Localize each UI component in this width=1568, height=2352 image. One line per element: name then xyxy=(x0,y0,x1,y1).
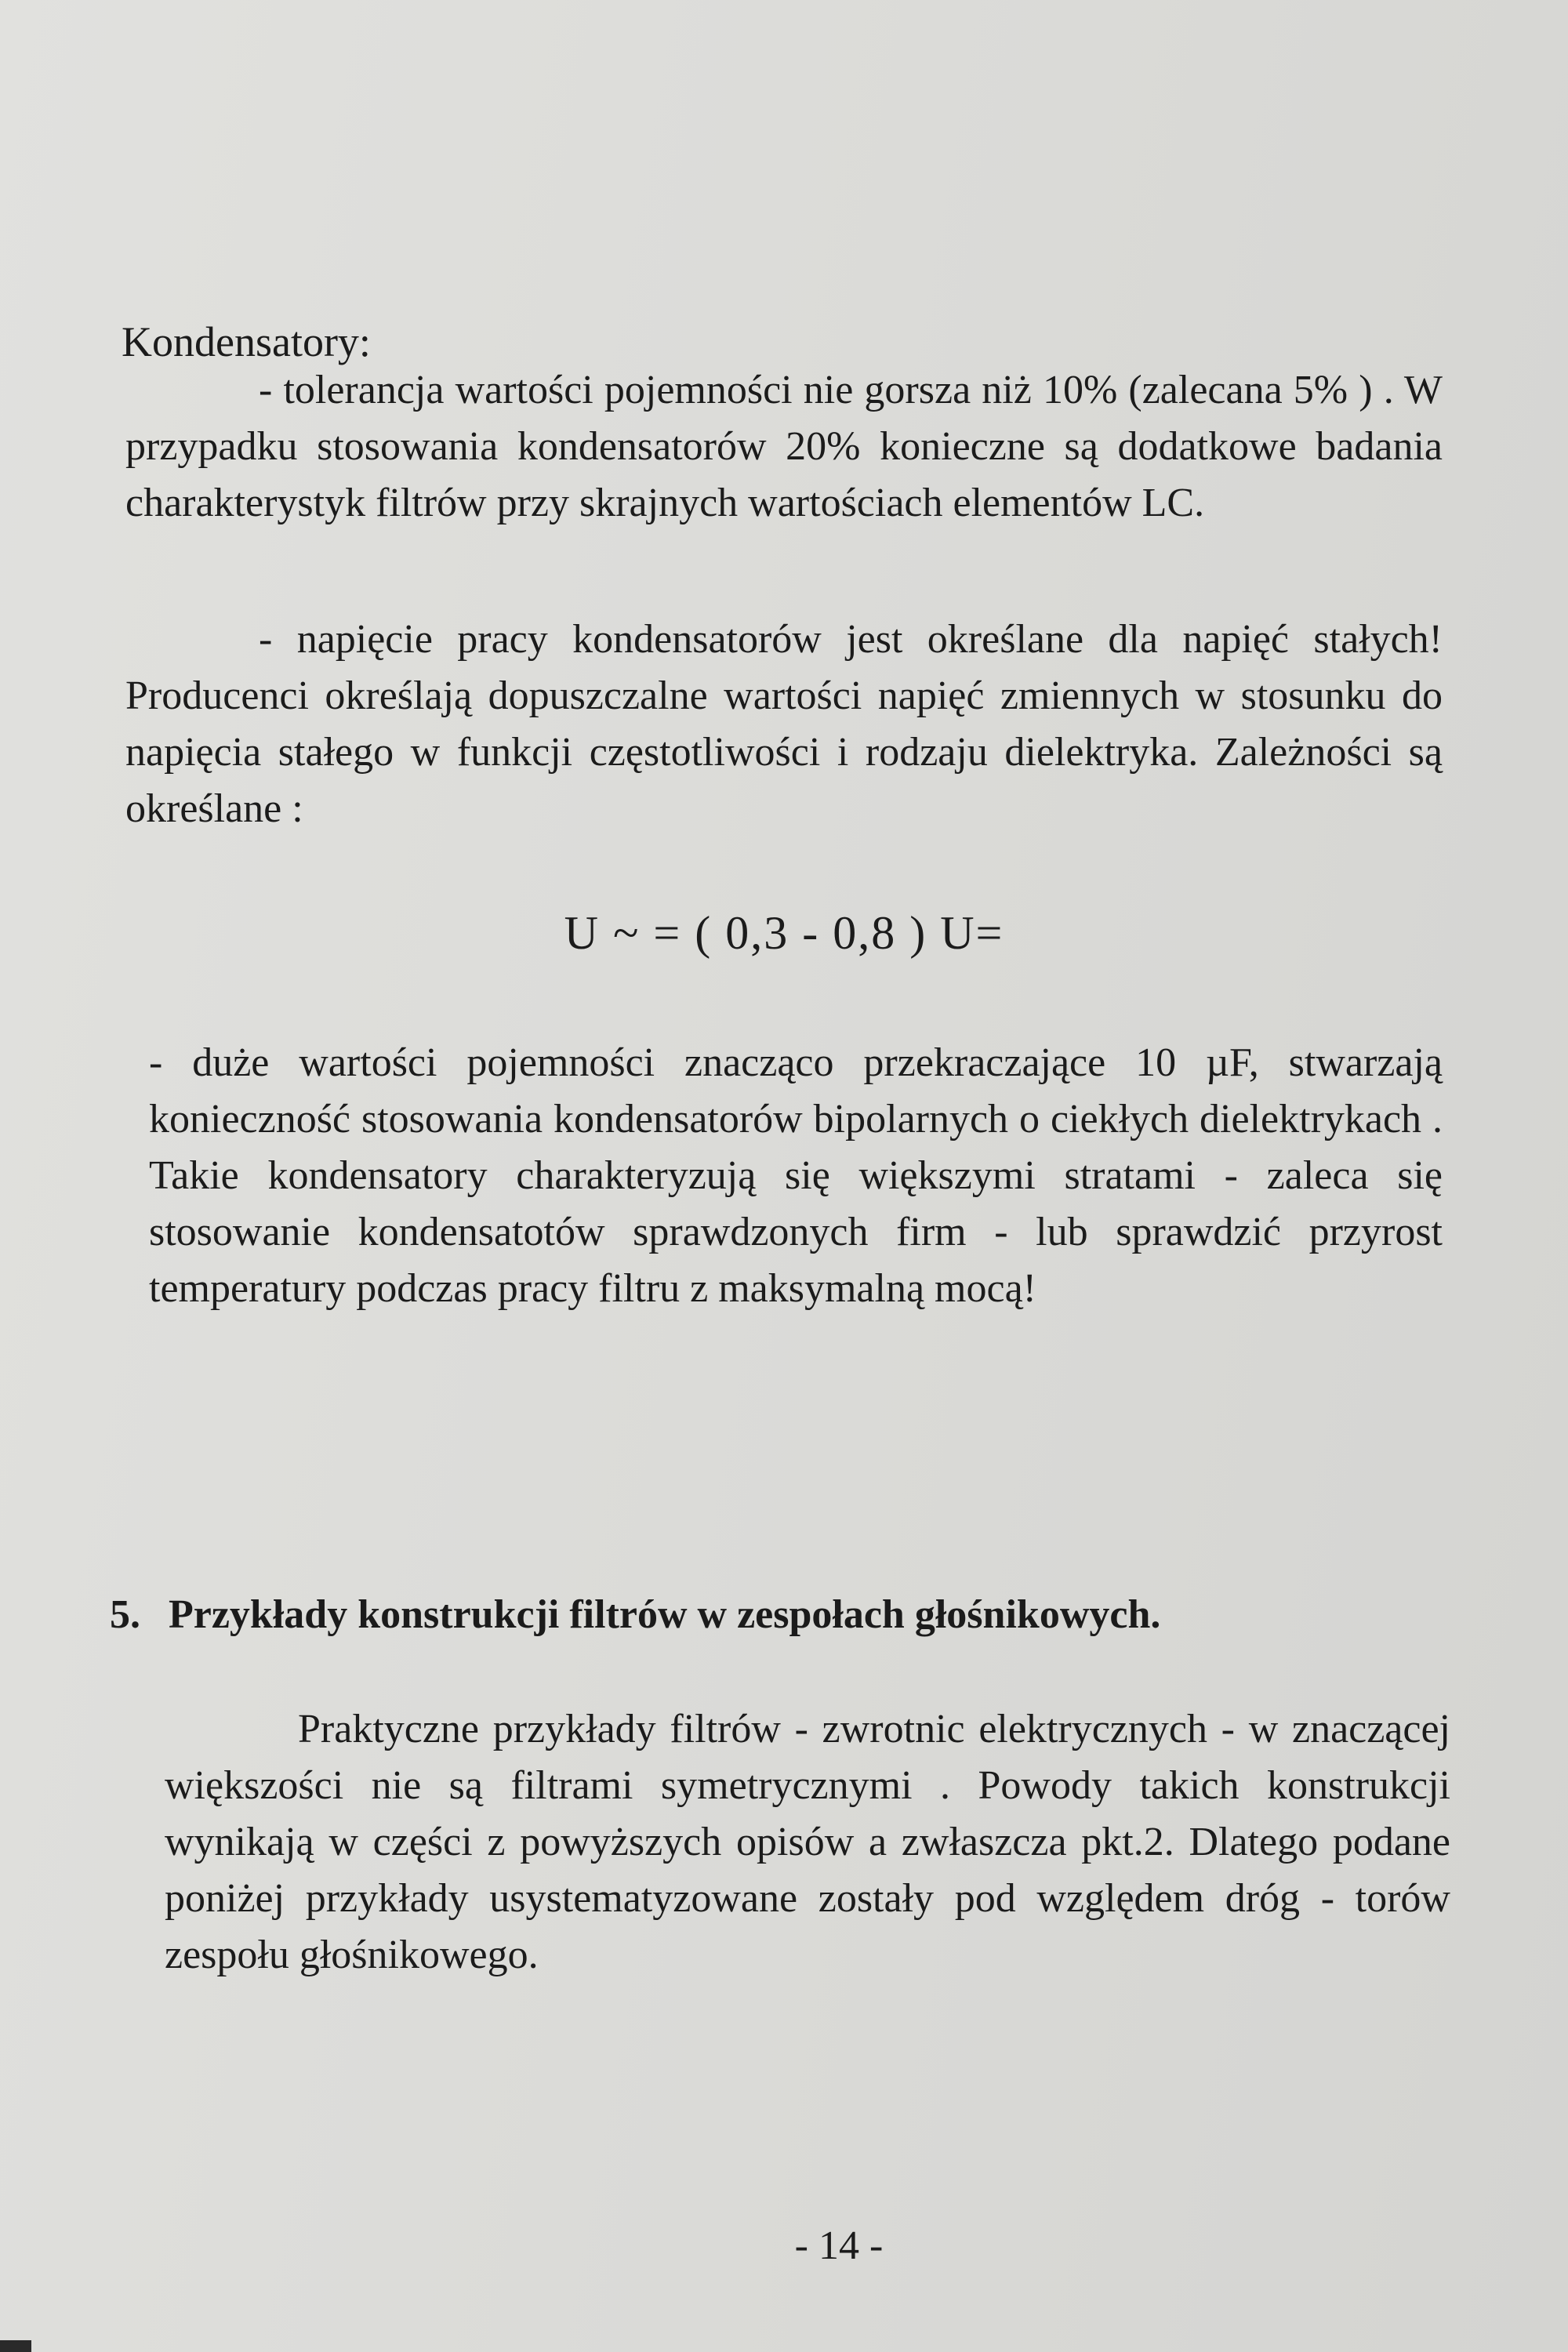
voltage-formula: U ~ = ( 0,3 - 0,8 ) U= xyxy=(564,907,1004,959)
section-title: Przykłady konstrukcji filtrów w zespołach głośnikowych. xyxy=(169,1592,1161,1637)
section-5-text: Praktyczne przykłady filtrów - zwrotnic elektrycznych - w znaczącej większości nie są filtrami symetrycznymi . Powody takich konstrukcji wynikają w części z powyższych opisów a zwłaszcza pkt.2. Dlatego podane poniżej przykłady usystematyzowane zostały pod względem dróg - torów zespołu głośnikowego. xyxy=(165,1707,1450,1977)
tolerance-paragraph xyxy=(125,362,1443,532)
kondensatory-heading: Kondensatory: xyxy=(122,318,371,365)
voltage-text: - napięcie pracy kondensatorów jest określane dla napięć stałych! Producenci określają dopuszczalne wartości napięć zmiennych w stosunku do napięcia stałego w funkcji częstotliwości i rodzaju dielektryka. Zależności są określane : xyxy=(125,617,1443,831)
capacitance-paragraph xyxy=(149,1035,1443,1317)
page-edge-shadow xyxy=(0,2340,31,2352)
capacitance-text: - duże wartości pojemności znacząco przekraczające 10 µF, stwarzają konieczność stosowania kondensatorów bipolarnych o ciekłych dielektrykach . Takie kondensatory charakteryzują się większymi stratami - zaleca się stosowanie kondensatotów sprawdzonych firm - lub sprawdzić przyrost temperatury podczas pracy filtru z maksymalną mocą! xyxy=(149,1040,1443,1311)
page-number: - 14 - xyxy=(794,2223,884,2268)
voltage-paragraph xyxy=(125,612,1443,837)
section-5-paragraph xyxy=(165,1701,1450,1984)
tolerance-text: - tolerancja wartości pojemności nie gorsza niż 10% (zalecana 5% ) . W przypadku stosowania kondensatorów 20% konieczne są dodatkowe badania charakterystyk filtrów przy skrajnych wartościach elementów LC. xyxy=(125,368,1443,525)
section-number: 5. xyxy=(110,1592,140,1637)
section-5-heading xyxy=(110,1588,1160,1642)
